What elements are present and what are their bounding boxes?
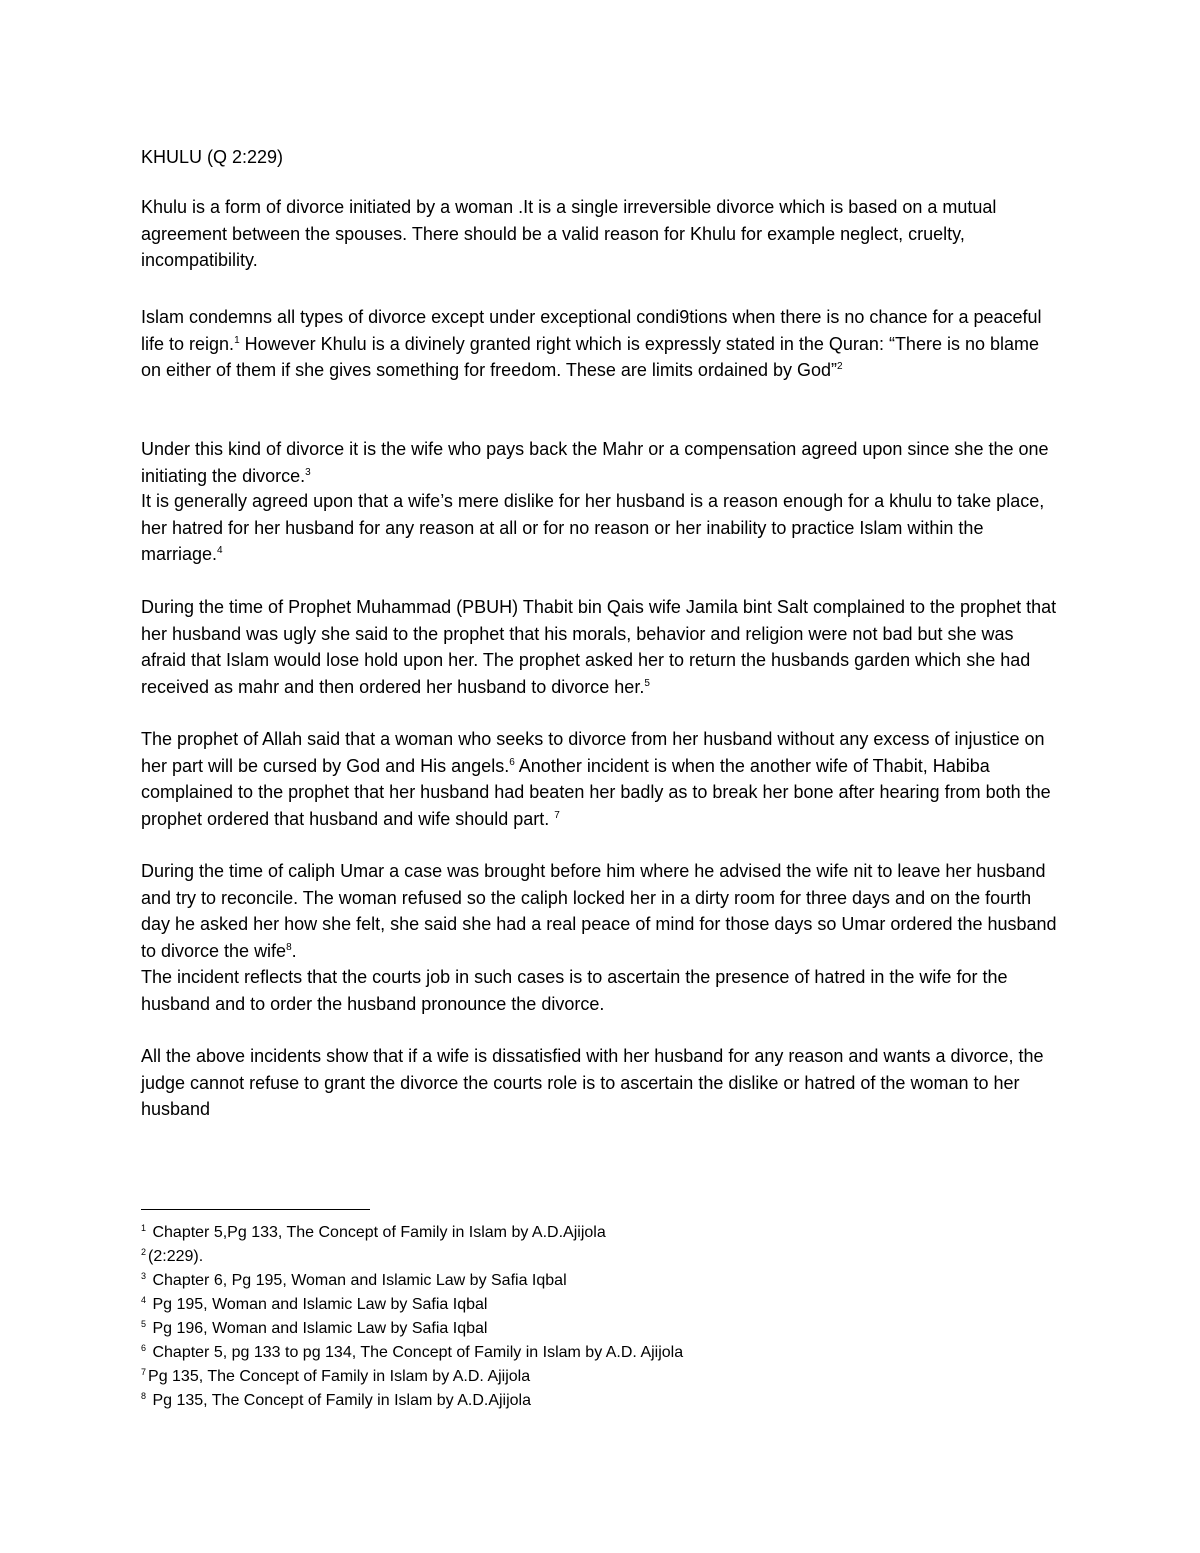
- paragraph: [141, 726, 1061, 832]
- footnote-text: Chapter 5, pg 133 to pg 134, The Concept of Family in Islam by A.D. Ajijola: [148, 1344, 684, 1361]
- footnote-reference: 4: [217, 545, 223, 556]
- paragraph-text: However Khulu is a divinely granted right which is expressly stated in the Quran: “There is no blame on either of them if she gives something for freedom. These are limits ordained by God”: [141, 333, 1040, 380]
- footnote-text: Chapter 6, Pg 195, Woman and Islamic Law by Safia Iqbal: [148, 1272, 567, 1289]
- footnote-reference: 1: [234, 334, 240, 346]
- footnote-number: 7: [141, 1366, 147, 1377]
- footnote-number: 8: [141, 1390, 147, 1401]
- paragraph: [141, 594, 1061, 700]
- footnote-text: Pg 135, The Concept of Family in Islam by A.D.Ajijola: [148, 1392, 532, 1409]
- footnote: [141, 1245, 1041, 1269]
- footnote-text: Chapter 5,Pg 133, The Concept of Family in Islam by A.D.Ajijola: [148, 1224, 606, 1241]
- footnote-number: 5: [141, 1318, 147, 1329]
- footnote-number: 2: [141, 1246, 147, 1257]
- footnote-number: 3: [141, 1270, 147, 1281]
- footnote: [141, 1341, 1041, 1365]
- footnote-reference: 2: [837, 361, 843, 372]
- footnote: [141, 1293, 1041, 1317]
- paragraph-text: All the above incidents show that if a wife is dissatisfied with her husband for any reason and wants a divorce, the judge cannot refuse to grant the divorce the courts role is to ascertain the dislike or hatred of the woman to her husband: [141, 1046, 1044, 1119]
- footnote-reference: 3: [305, 466, 311, 478]
- paragraph-text: Another incident is when the another wife of Thabit, Habiba complained to the prophet that her husband had beaten her badly as to break her bone after hearing from both the prophet ordered that husband and wife should part.: [141, 755, 1051, 829]
- footnote-reference: 5: [644, 677, 650, 689]
- footnote: [141, 1269, 1041, 1293]
- footnote-number: 6: [141, 1342, 147, 1353]
- footnote-text: Pg 135, The Concept of Family in Islam by A.D. Ajijola: [148, 1368, 531, 1385]
- footnote-number: 1: [141, 1222, 147, 1233]
- footnote: [141, 1365, 1041, 1389]
- paragraph-text: During the time of caliph Umar a case was brought before him where he advised the wife nit to leave her husband and try to reconcile. The woman refused so the caliph locked her in a dirty room for three days and on the fourth day he asked her how she felt, she said she had a real peace of mind for those days so Umar ordered the husband to divorce the wife: [141, 861, 1057, 961]
- footnote-reference: 7: [554, 809, 560, 821]
- footnote: [141, 1389, 1041, 1413]
- paragraph-text: Islam condemns all types of divorce except under exceptional condi9tions when there is no chance for a peaceful life to reign.: [141, 307, 1042, 354]
- paragraph: [141, 964, 1061, 1017]
- paragraph-text: .: [291, 940, 297, 961]
- paragraph-text: The prophet of Allah said that a woman who seeks to divorce from her husband without any excess of injustice on her part will be cursed by God and His angels.: [141, 729, 1045, 776]
- paragraph-text: During the time of Prophet Muhammad (PBUH) Thabit bin Qais wife Jamila bint Salt complained to the prophet that her husband was ugly she said to the prophet that his morals, behavior and religion were not bad but she was afraid that Islam would lose hold upon her. The prophet asked her to return the husbands garden which she had received as mahr and then ordered her husband to divorce her.: [141, 597, 1057, 697]
- footnote-text: (2:229).: [148, 1248, 204, 1265]
- paragraph: [141, 194, 1061, 274]
- paragraph-text: Under this kind of divorce it is the wife who pays back the Mahr or a compensation agreed upon since she the one initiating the divorce.: [141, 439, 1049, 486]
- footnote-number: 4: [141, 1294, 147, 1305]
- paragraph: [141, 436, 1061, 489]
- paragraph-text: The incident reflects that the courts job in such cases is to ascertain the presence of hatred in the wife for the husband and to order the husband pronounce the divorce.: [141, 967, 1008, 1014]
- footnote-text: Pg 195, Woman and Islamic Law by Safia Iqbal: [148, 1296, 488, 1313]
- paragraph: [141, 1043, 1061, 1123]
- paragraph-text: Khulu is a form of divorce initiated by a woman .It is a single irreversible divorce which is based on a mutual agreement between the spouses. There should be a valid reason for Khulu for example neglect, cruelty, incompatibility.: [141, 197, 997, 270]
- document-title: KHULU (Q 2:229): [141, 147, 284, 167]
- paragraph: [141, 858, 1061, 964]
- footnote: [141, 1221, 1041, 1245]
- footnote-separator: [141, 1209, 370, 1210]
- paragraph-text: It is generally agreed upon that a wife’s mere dislike for her husband is a reason enough for a khulu to take place, her hatred for her husband for any reason at all or for no reason or her inability to practice Islam within the marriage.: [141, 491, 1045, 564]
- footnotes-list: [141, 1221, 1041, 1413]
- paragraph: [141, 488, 1061, 568]
- footnote: [141, 1317, 1041, 1341]
- footnote-reference: 8: [286, 941, 292, 953]
- paragraph: [141, 304, 1061, 384]
- footnote-text: Pg 196, Woman and Islamic Law by Safia Iqbal: [148, 1320, 488, 1337]
- footnote-reference: 6: [509, 756, 515, 768]
